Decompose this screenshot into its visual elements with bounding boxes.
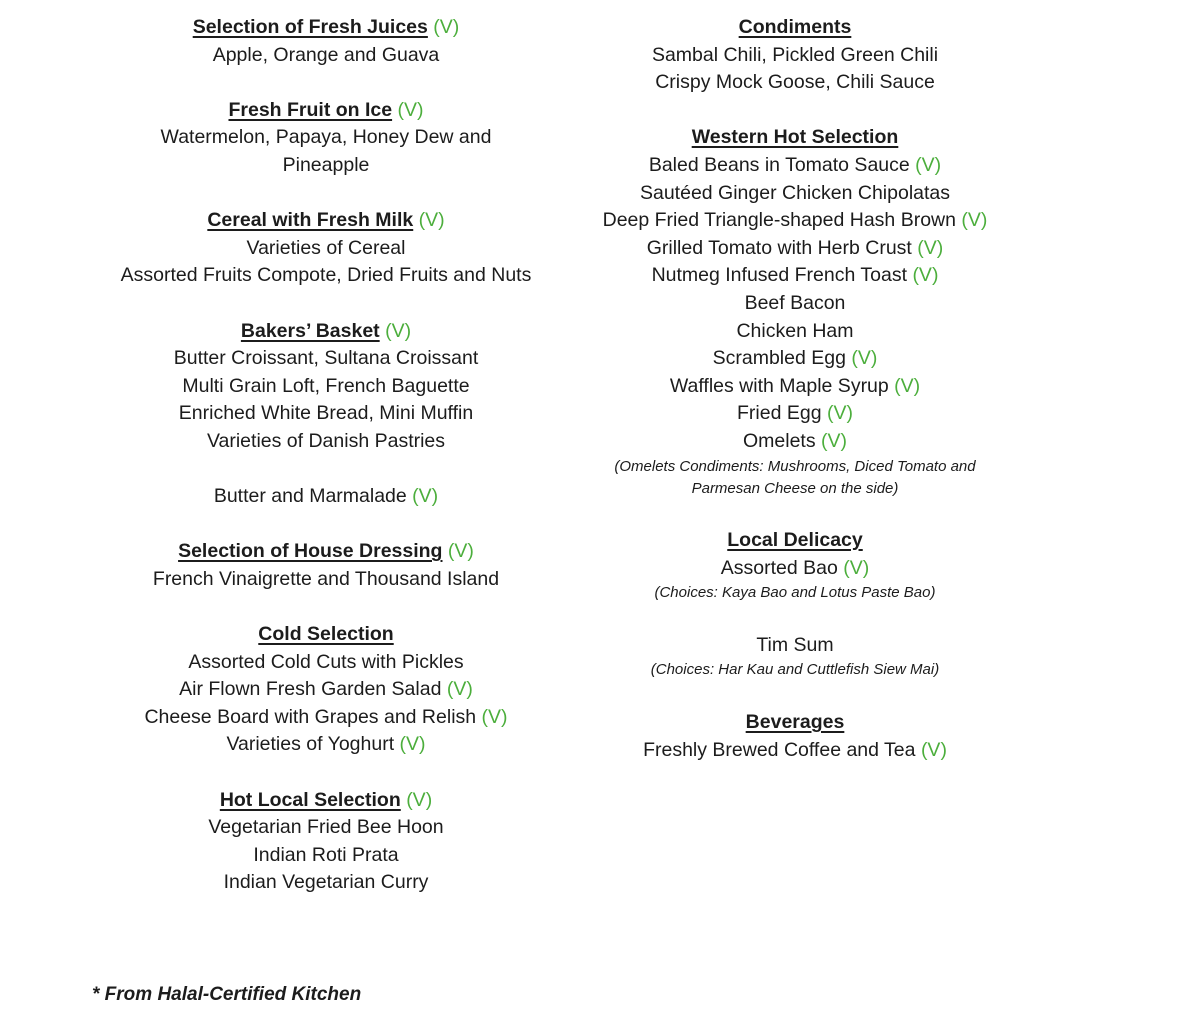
menu-item-name: Freshly Brewed Coffee and Tea [643,738,916,761]
menu-item-name: Enriched White Bread, Mini Muffin [178,402,474,425]
vegetarian-badge: (V) [821,429,848,452]
menu-item-name: Butter Croissant, Sultana Croissant [173,347,479,370]
section-heading [560,527,1030,555]
menu-item-name: Vegetarian Fried Bee Hoon [208,816,444,839]
menu-item [560,207,1030,235]
section-heading [86,318,566,346]
section-heading [86,787,566,815]
menu-section-fresh-fruit-on-ice [86,97,566,180]
menu-item [86,483,566,511]
menu-note: (Choices: Kaya Bao and Lotus Paste Bao) [654,584,936,602]
section-heading [560,14,1030,42]
menu-section-beverages [560,709,1030,764]
menu-section-local-delicacy [560,527,1030,681]
menu-item [86,42,566,70]
section-heading [86,538,566,566]
vegetarian-badge: (V) [412,485,439,508]
menu-item-name: Indian Roti Prata [253,843,399,866]
menu-item [560,152,1030,180]
section-heading [560,124,1030,152]
menu-item [560,69,1030,97]
menu-item [86,152,566,180]
menu-item-name: Varieties of Cereal [246,236,406,259]
menu-section-condiments [560,14,1030,97]
menu-item [86,869,566,897]
menu-item-name: Deep Fried Triangle-shaped Hash Brown [602,209,956,232]
left-column [86,14,566,925]
menu-item [560,555,1030,583]
menu-note: (Omelets Condiments: Mushrooms, Diced Tomato and [614,457,976,475]
menu-item [86,345,566,373]
menu-item-name: Watermelon, Papaya, Honey Dew and [160,126,492,149]
menu-item-name: Multi Grain Loft, French Baguette [182,374,470,397]
section-heading [86,14,566,42]
menu-item-name: Waffles with Maple Syrup [669,374,889,397]
menu-item-name: Crispy Mock Goose, Chili Sauce [655,71,935,94]
menu-item [560,400,1030,428]
menu-item-name: Air Flown Fresh Garden Salad [179,678,442,701]
menu-section-hot-local-selection [86,787,566,897]
section-heading [86,621,566,649]
section-heading [86,207,566,235]
vegetarian-badge: (V) [920,738,947,761]
menu-item [86,566,566,594]
menu-item-name: Varieties of Yoghurt [226,733,395,756]
vegetarian-badge: (V) [843,556,870,579]
section-title: Bakers’ Basket [240,319,380,342]
menu-item-name: Assorted Fruits Compote, Dried Fruits and Nuts [120,264,532,287]
menu-section-western-hot-selection [560,124,1030,499]
menu-item [560,318,1030,346]
menu-note: (Choices: Har Kau and Cuttlefish Siew Mai) [650,661,940,679]
section-title: Hot Local Selection [219,788,401,811]
section-title: Cold Selection [258,623,394,646]
menu-item-name: Varieties of Danish Pastries [206,429,446,452]
vegetarian-badge: (V) [826,402,853,425]
menu-item [560,345,1030,373]
section-title: Western Hot Selection [691,126,899,149]
vegetarian-badge: (V) [851,347,878,370]
menu-item-name: Indian Vegetarian Curry [223,871,429,894]
menu-item-name: Butter and Marmalade [213,485,407,508]
menu-item [86,731,566,759]
menu-item-name: Assorted Bao [720,556,838,579]
menu-item-name: French Vinaigrette and Thousand Island [152,567,500,590]
vegetarian-badge: (V) [433,16,460,38]
menu-section-bakers-basket [86,318,566,511]
menu-item [560,632,1030,660]
menu-item [86,262,566,290]
menu-item [560,262,1030,290]
menu-item [560,235,1030,263]
menu-item-name: Tim Sum [756,633,834,656]
section-title: Selection of House Dressing [178,540,443,563]
menu-item [560,373,1030,401]
menu-item-name: Beef Bacon [744,291,846,314]
menu-item-name: Sambal Chili, Pickled Green Chili [651,43,939,66]
section-title: Beverages [745,711,845,734]
right-column [560,14,1030,792]
menu-item [86,373,566,401]
menu-item [560,428,1030,456]
menu-item [86,124,566,152]
vegetarian-badge: (V) [917,236,944,259]
menu-item-name: Nutmeg Infused French Toast [651,264,908,287]
menu-section-cold-selection [86,621,566,759]
section-title: Selection of Fresh Juices [192,16,428,38]
menu-item [86,676,566,704]
menu-item [86,842,566,870]
menu-note: Parmesan Cheese on the side) [691,479,899,497]
menu-item-name: Chicken Ham [736,319,854,342]
menu-item-name: Omelets [742,429,816,452]
menu-item [86,235,566,263]
menu-item [86,400,566,428]
vegetarian-badge: (V) [915,153,942,176]
vegetarian-badge: (V) [894,374,921,397]
menu-item [560,42,1030,70]
menu-item [560,290,1030,318]
menu-item-name: Cheese Board with Grapes and Relish [144,705,477,728]
section-heading [86,97,566,125]
menu-item-name: Baled Beans in Tomato Sauce [648,153,910,176]
vegetarian-badge: (V) [385,319,412,342]
vegetarian-badge: (V) [481,705,508,728]
section-title: Local Delicacy [727,529,863,552]
spacer [560,604,1030,632]
menu-section-selection-of-fresh-juices [86,14,566,69]
menu-item [560,737,1030,765]
menu-item-name: Scrambled Egg [712,347,846,370]
menu-item [86,704,566,732]
menu-section-cereal-with-fresh-milk [86,207,566,290]
vegetarian-badge: (V) [406,788,433,811]
menu-item-name: Pineapple [282,153,370,176]
halal-footnote: * From Halal-Certified Kitchen [92,984,362,1005]
section-title: Condiments [738,16,852,38]
section-heading [560,709,1030,737]
section-title: Cereal with Fresh Milk [207,209,414,232]
menu-item-name: Grilled Tomato with Herb Crust [646,236,912,259]
vegetarian-badge: (V) [418,209,445,232]
spacer [86,456,566,484]
menu-item-name: Fried Egg [737,402,822,425]
menu-item [86,814,566,842]
menu-item-name: Assorted Cold Cuts with Pickles [188,650,464,673]
vegetarian-badge: (V) [961,209,988,232]
section-title: Fresh Fruit on Ice [228,98,393,121]
vegetarian-badge: (V) [446,678,473,701]
menu-item-name: Apple, Orange and Guava [212,43,440,66]
menu-item [86,428,566,456]
vegetarian-badge: (V) [912,264,939,287]
menu-item-name: Sautéed Ginger Chicken Chipolatas [639,181,951,204]
vegetarian-badge: (V) [397,98,424,121]
vegetarian-badge: (V) [447,540,474,563]
menu-item [86,649,566,677]
menu-item [560,180,1030,208]
menu-section-selection-of-house-dressing [86,538,566,593]
vegetarian-badge: (V) [399,733,426,756]
